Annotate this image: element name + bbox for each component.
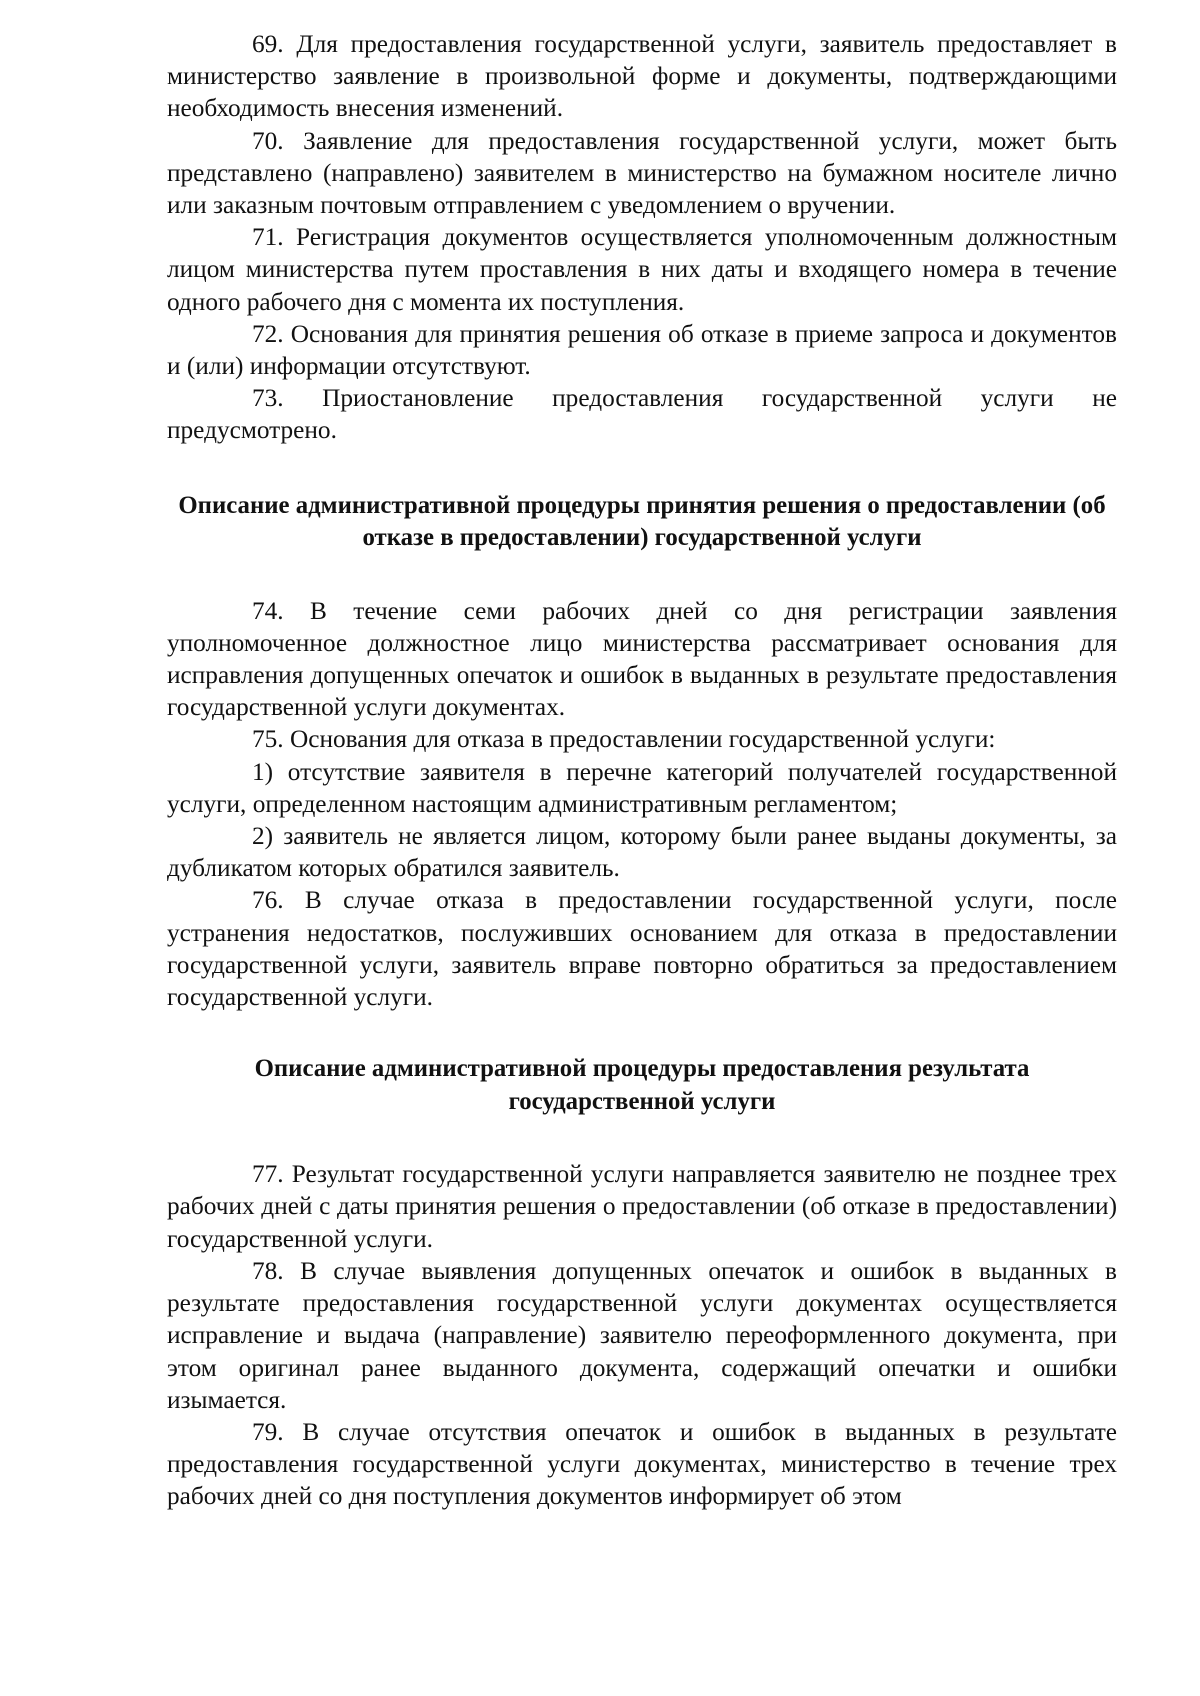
paragraph-69: 69. Для предоставления государственной услуги, заявитель предоставляет в министерство заявление в произвольной форме и документы, подтверждающими необходимость внесения изменений. (167, 30, 1117, 123)
paragraph-74: 74. В течение семи рабочих дней со дня регистрации заявления уполномоченное должностное лицо министерства рассматривает основания для исправления допущенных опечаток и ошибок в выданных в результате предоставления государственной услуги документах. (167, 596, 1117, 722)
paragraph-78: 78. В случае выявления допущенных опечаток и ошибок в выданных в результате предоставления государственной услуги документах осуществляется исправление и выдача (направление) заявителю переоформленного документа, при этом оригинал ранее выданного документа, содержащий опечатки и ошибки изымается. (167, 1256, 1117, 1414)
paragraph-71: 71. Регистрация документов осуществляется уполномоченным должностным лицом министерства путем проставления в них даты и входящего номера в течение одного рабочего дня с момента их поступления. (167, 223, 1117, 316)
section-heading-decision: Описание административной процедуры принятия решения о предоставлении (об отказе в предоставлении) государственной услуги (178, 491, 1106, 552)
paragraph-75-item-1: 1) отсутствие заявителя в перечне категорий получателей государственной услуги, определенном настоящим административным регламентом; (167, 757, 1117, 818)
paragraph-73: 73. Приостановление предоставления государственной услуги не предусмотрено. (167, 384, 1117, 445)
paragraph-75-item-2: 2) заявитель не является лицом, которому были ранее выданы документы, за дубликатом которых обратился заявитель. (167, 822, 1117, 883)
paragraph-72: 72. Основания для принятия решения об отказе в приеме запроса и документов и (или) информации отсутствуют. (167, 319, 1117, 381)
paragraph-79: 79. В случае отсутствия опечаток и ошибок в выданных в результате предоставления государственной услуги документах, министерство в течение трех рабочих дней со дня поступления документов информирует об этом (167, 1417, 1117, 1511)
paragraph-70: 70. Заявление для предоставления государственной услуги, может быть представлено (направлено) заявителем в министерство на бумажном носителе лично или заказным почтовым отправлением с уведомлением о вручении. (167, 126, 1117, 220)
document-body (167, 28, 1117, 1513)
section-heading-result: Описание административной процедуры предоставления результата государственной услуги (254, 1055, 1030, 1115)
paragraph-75: 75. Основания для отказа в предоставлении государственной услуги: (252, 725, 996, 754)
paragraph-76: 76. В случае отказа в предоставлении государственной услуги, после устранения недостатков, послуживших основанием для отказа в предоставлении государственной услуги, заявитель вправе повторно обратиться за предоставлением государственной услуги. (167, 886, 1117, 1012)
paragraph-77: 77. Результат государственной услуги направляется заявителю не позднее трех рабочих дней с даты принятия решения о предоставлении (об отказе в предоставлении) государственной услуги. (167, 1160, 1117, 1253)
